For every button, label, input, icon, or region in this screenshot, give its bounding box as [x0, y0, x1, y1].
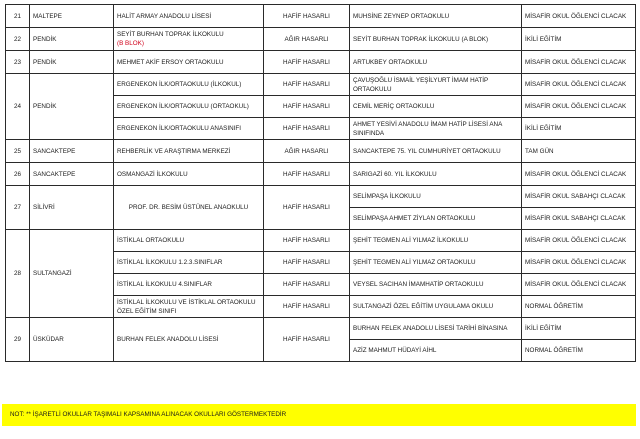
table-row [6, 140, 636, 163]
table-row [6, 28, 636, 51]
school-note: (B BLOK) [117, 40, 144, 47]
damage-cell: HAFİF HASARLI [264, 274, 350, 296]
district-cell: MALTEPE [30, 5, 114, 28]
target-school-cell: VEYSEL SACIHAN İMAMHATİP ORTAOKULU [350, 274, 522, 296]
education-mode-cell: MİSAFİR OKUL ÖĞLENCİ CLACAK [522, 74, 636, 96]
district-cell: ÜSKÜDAR [30, 318, 114, 362]
school-name: SEYİT BURHAN TOPRAK İLKOKULU [117, 31, 224, 38]
damage-cell: HAFİF HASARLI [264, 74, 350, 96]
damage-cell: HAFİF HASARLI [264, 296, 350, 318]
target-school-cell: SARIGAZİ 60. YIL İLKOKULU [350, 163, 522, 186]
table-row [6, 230, 636, 252]
table-row [6, 186, 636, 208]
row-number: 21 [6, 5, 30, 28]
damage-cell: HAFİF HASARLI [264, 51, 350, 74]
target-school-cell: ARTUKBEY ORTAOKULU [350, 51, 522, 74]
school-cell: REHBERLİK VE ARAŞTIRMA MERKEZİ [114, 140, 264, 163]
school-cell: İSTİKLAL ORTAOKULU [114, 230, 264, 252]
target-school-cell: ŞEHİT TEGMEN ALİ YILMAZ ORTAOKULU [350, 252, 522, 274]
table-row [6, 74, 636, 96]
school-relocation-table [5, 4, 636, 362]
school-cell: İSTİKLAL İLKOKULU 1.2.3.SINIFLAR [114, 252, 264, 274]
school-cell: HALİT ARMAY ANADOLU LİSESİ [114, 5, 264, 28]
school-cell: İSTİKLAL İLKOKULU 4.SINIFLAR [114, 274, 264, 296]
education-mode-cell: MİSAFİR OKUL SABAHÇI CLACAK [522, 186, 636, 208]
row-number: 23 [6, 51, 30, 74]
target-school-cell: SANCAKTEPE 75. YIL CUMHURİYET ORTAOKULU [350, 140, 522, 163]
target-school-cell: SULTANGAZİ ÖZEL EĞİTİM UYGULAMA OKULU [350, 296, 522, 318]
damage-cell: HAFİF HASARLI [264, 96, 350, 118]
damage-cell: HAFİF HASARLI [264, 186, 350, 230]
damage-cell: HAFİF HASARLI [264, 230, 350, 252]
district-cell: PENDİK [30, 74, 114, 140]
table-row [6, 318, 636, 340]
table-row [6, 163, 636, 186]
education-mode-cell: MİSAFİR OKUL ÖĞLENCİ CLACAK [522, 51, 636, 74]
target-school-cell: AZİZ MAHMUT HÜDAYİ AİHL [350, 340, 522, 362]
school-cell: ERGENEKON İLK/ORTAOKULU (İLKOKUL) [114, 74, 264, 96]
school-cell [114, 28, 264, 51]
table-row [6, 51, 636, 74]
education-mode-cell: MİSAFİR OKUL ÖĞLENCİ CLACAK [522, 230, 636, 252]
school-cell: ERGENEKON İLK/ORTAOKULU (ORTAOKUL) [114, 96, 264, 118]
education-mode-cell: MİSAFİR OKUL ÖĞLENCİ CLACAK [522, 163, 636, 186]
district-cell: PENDİK [30, 28, 114, 51]
school-cell: OSMANGAZİ İLKOKULU [114, 163, 264, 186]
row-number: 29 [6, 318, 30, 362]
target-school-cell: SEYİT BURHAN TOPRAK İLKOKULU (A BLOK) [350, 28, 522, 51]
district-cell: SANCAKTEPE [30, 140, 114, 163]
target-school-cell: SELİMPAŞA AHMET ZİYLAN ORTAOKULU [350, 208, 522, 230]
damage-cell: AĞIR HASARLI [264, 28, 350, 51]
education-mode-cell: MİSAFİR OKUL ÖĞLENCİ CLACAK [522, 274, 636, 296]
damage-cell: HAFİF HASARLI [264, 318, 350, 362]
education-mode-cell: MİSAFİR OKUL ÖĞLENCİ CLACAK [522, 96, 636, 118]
target-school-cell: SELİMPAŞA İLKOKULU [350, 186, 522, 208]
education-mode-cell: İKİLİ EĞİTİM [522, 118, 636, 140]
damage-cell: HAFİF HASARLI [264, 252, 350, 274]
row-number: 24 [6, 74, 30, 140]
target-school-cell: ŞEHİT TEGMEN ALİ YILMAZ İLKOKULU [350, 230, 522, 252]
row-number: 22 [6, 28, 30, 51]
target-school-cell: AHMET YESİVİ ANADOLU İMAM HATİP LİSESİ ANA SINIFINDA [350, 118, 522, 140]
row-number: 26 [6, 163, 30, 186]
school-cell: BURHAN FELEK ANADOLU LİSESİ [114, 318, 264, 362]
education-mode-cell: MİSAFİR OKUL ÖĞLENCİ CLACAK [522, 5, 636, 28]
note-text: NOT: ** İŞARETLİ OKULLAR TAŞIMALI KAPSAMINA ALINACAK OKULLARI GÖSTERMEKTEDİR [10, 411, 287, 418]
education-mode-cell: İKİLİ EĞİTİM [522, 28, 636, 51]
education-mode-cell: İKİLİ EĞİTİM [522, 318, 636, 340]
education-mode-cell: MİSAFİR OKUL ÖĞLENCİ CLACAK [522, 252, 636, 274]
damage-cell: HAFİF HASARLI [264, 163, 350, 186]
education-mode-cell: TAM GÜN [522, 140, 636, 163]
row-number: 27 [6, 186, 30, 230]
district-cell: SANCAKTEPE [30, 163, 114, 186]
district-cell: PENDİK [30, 51, 114, 74]
damage-cell: HAFİF HASARLI [264, 5, 350, 28]
row-number: 25 [6, 140, 30, 163]
school-cell: MEHMET AKİF ERSOY ORTAOKULU [114, 51, 264, 74]
education-mode-cell: NORMAL ÖĞRETİM [522, 296, 636, 318]
target-school-cell: MUHSİNE ZEYNEP ORTAOKULU [350, 5, 522, 28]
target-school-cell: CEMİL MERİÇ ORTAOKULU [350, 96, 522, 118]
school-cell: İSTİKLAL İLKOKULU VE İSTİKLAL ORTAOKULU ÖZEL EĞİTİM SINIFI [114, 296, 264, 318]
education-mode-cell: NORMAL ÖĞRETİM [522, 340, 636, 362]
table-body [6, 5, 636, 362]
target-school-cell: ÇAVUŞOĞLU İSMAİL YEŞİLYURT İMAM HATİP ORTAOKULU [350, 74, 522, 96]
district-cell: SULTANGAZİ [30, 230, 114, 318]
row-number: 28 [6, 230, 30, 318]
note-bar [2, 404, 636, 426]
damage-cell: HAFİF HASARLI [264, 118, 350, 140]
target-school-cell: BURHAN FELEK ANADOLU LİSESİ TARİHİ BİNASINA [350, 318, 522, 340]
damage-cell: AĞIR HASARLI [264, 140, 350, 163]
education-mode-cell: MİSAFİR OKUL SABAHÇI CLACAK [522, 208, 636, 230]
school-cell: PROF. DR. BESİM ÜSTÜNEL ANAOKULU [114, 186, 264, 230]
district-cell: SİLİVRİ [30, 186, 114, 230]
school-cell: ERGENEKON İLK/ORTAOKULU ANASINIFI [114, 118, 264, 140]
table-row [6, 5, 636, 28]
